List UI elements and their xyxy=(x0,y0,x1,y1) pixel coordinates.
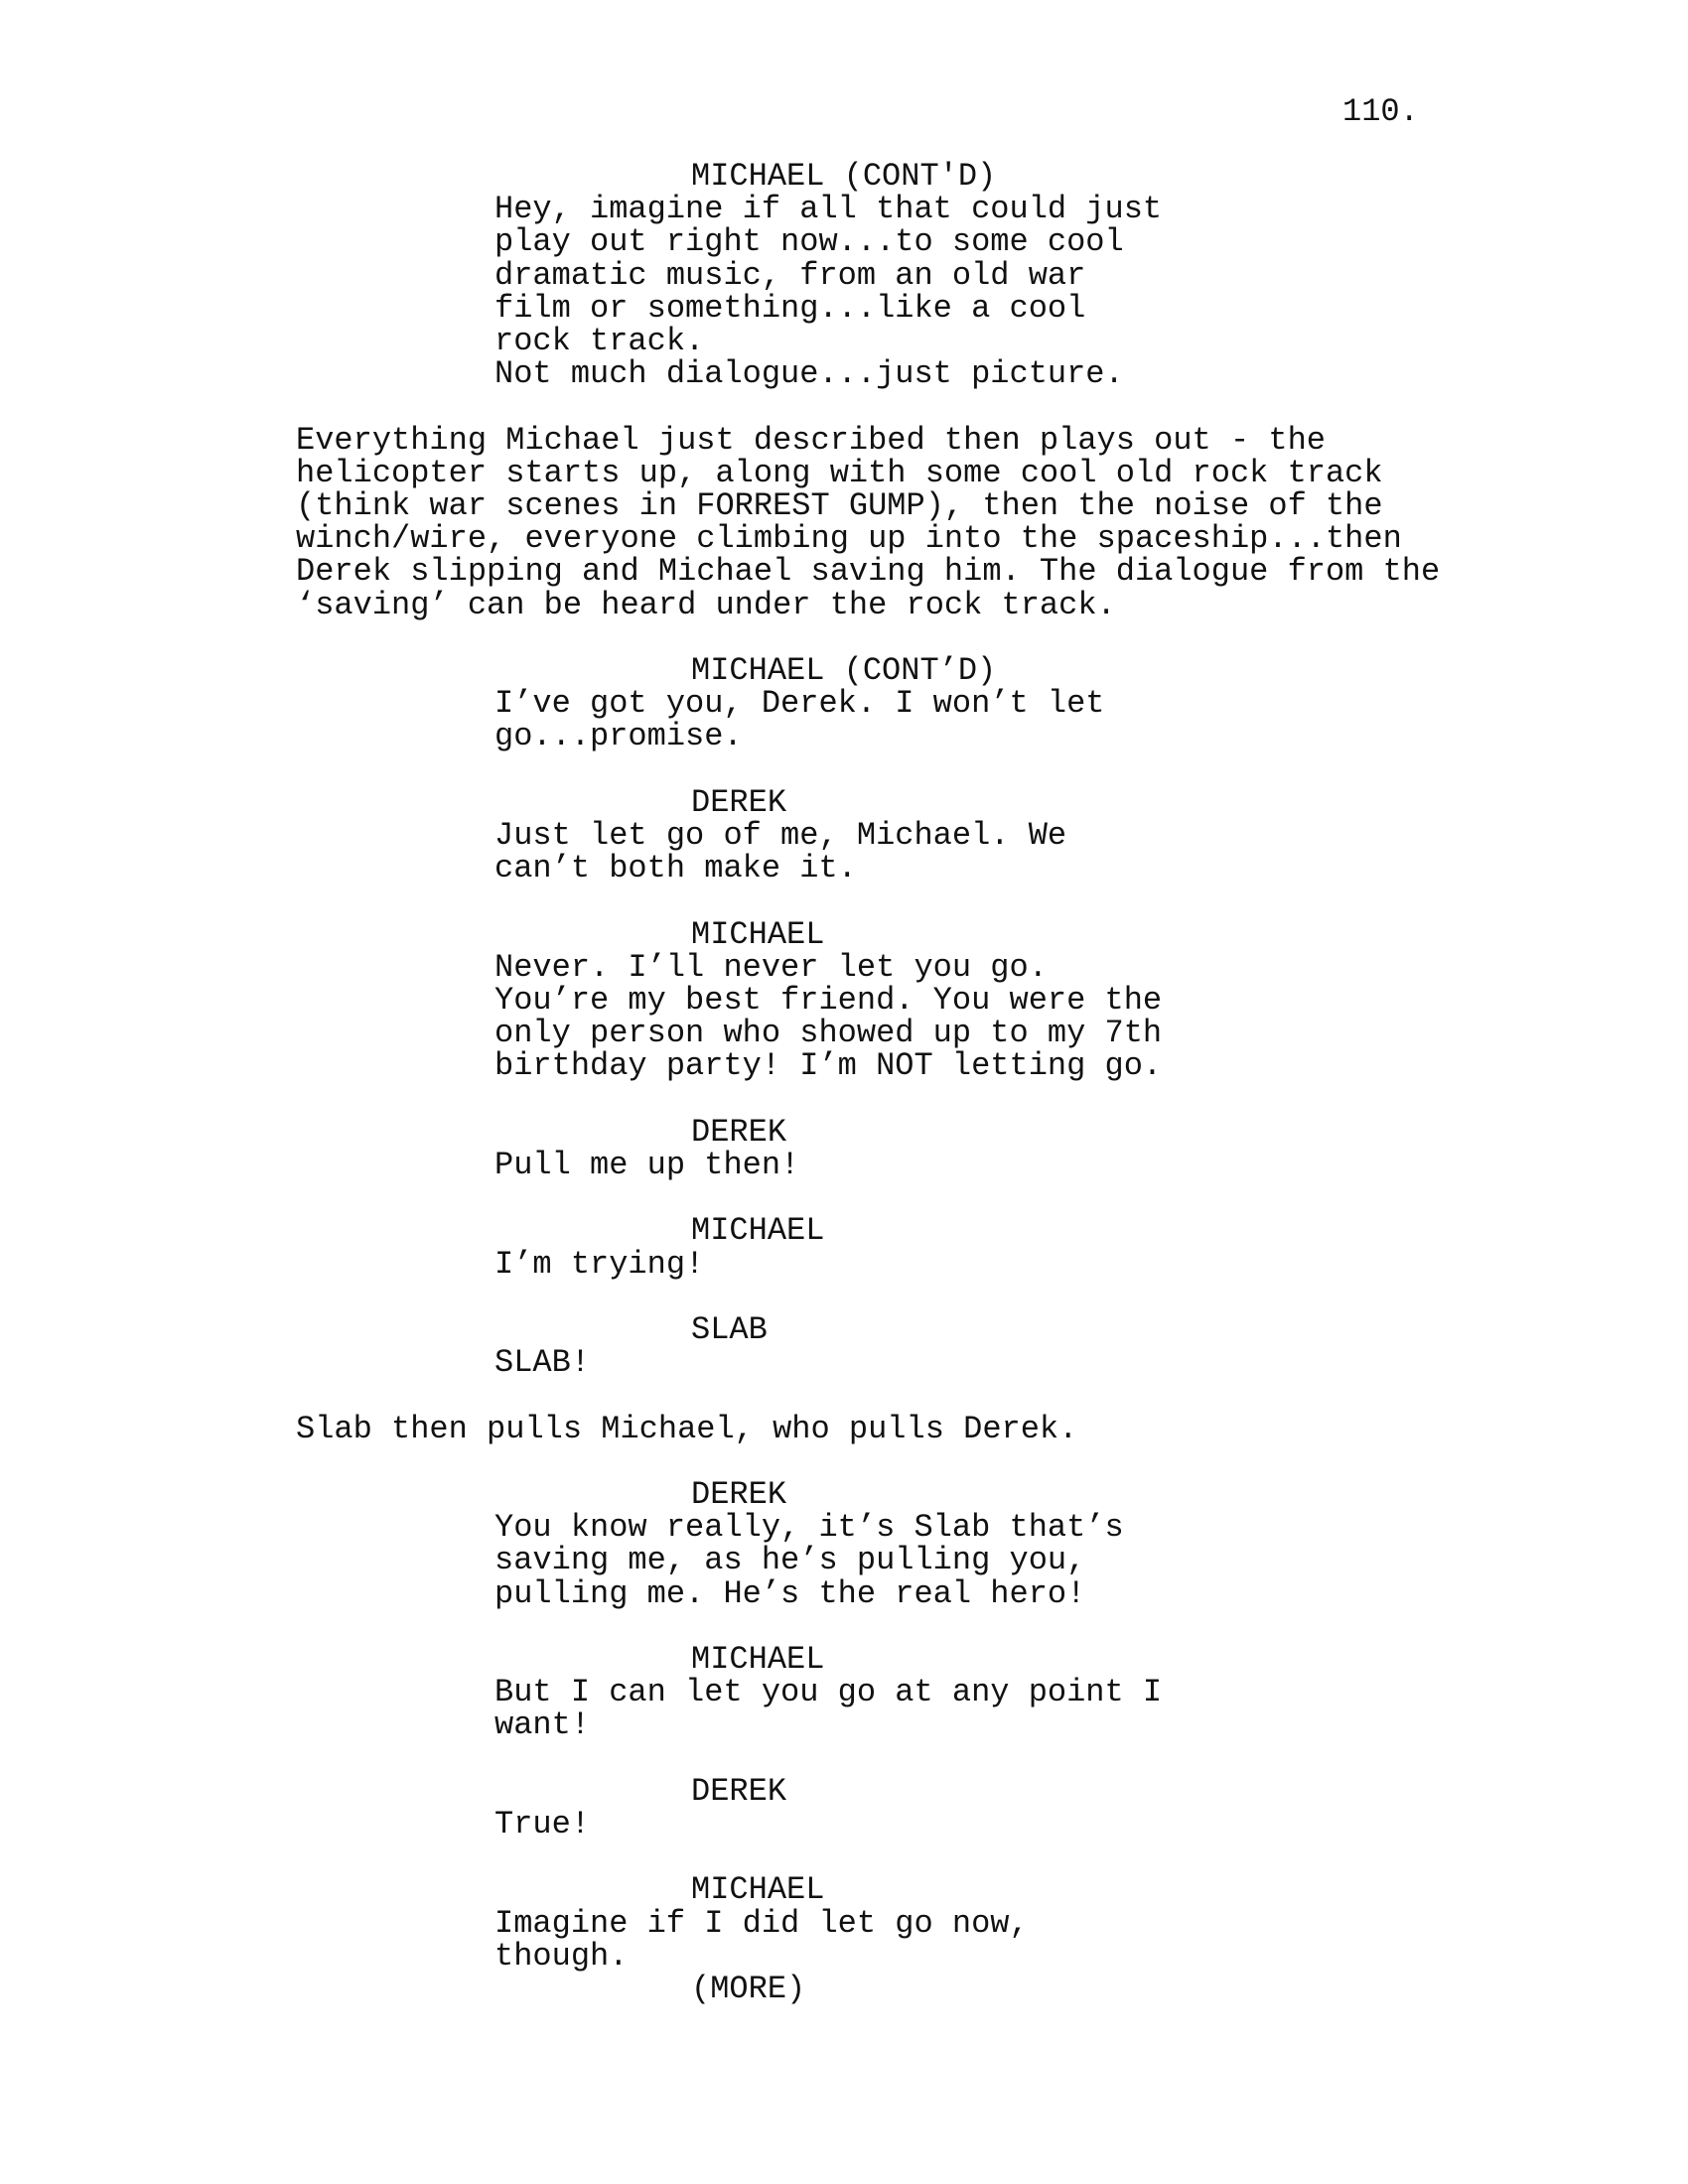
action-text: Slab then pulls Michael, who pulls Derek. xyxy=(296,1410,1078,1447)
block-gap xyxy=(296,621,1587,654)
screenplay-body xyxy=(296,160,1587,2005)
dialogue-text: You know really, it’s Slab that’s saving me, as he’s pulling you, pulling me. He’s the real hero! xyxy=(494,1509,1124,1612)
character-cue: MICHAEL xyxy=(691,1212,825,1250)
block-gap xyxy=(296,885,1587,917)
page-number: 110. xyxy=(1342,93,1419,130)
block-gap xyxy=(296,1083,1587,1116)
block-gap xyxy=(296,753,1587,786)
character-cue: MICHAEL xyxy=(691,915,825,953)
block-gap xyxy=(296,1445,1587,1478)
dialogue-text: Never. I’ll never let you go. You’re my best friend. You were the only person who showed up to my 7th birthday party! I’m NOT letting go. xyxy=(494,948,1163,1085)
block-gap xyxy=(296,1281,1587,1313)
dialogue-text: Pull me up then! xyxy=(494,1147,800,1184)
character-cue: SLAB xyxy=(691,1311,768,1348)
dialogue-text: Just let go of me, Michael. We can’t both make it. xyxy=(494,817,1067,887)
dialogue-text: Hey, imagine if all that could just play out right now...to some cool dramatic music, from an old war film or something...like a cool rock track. Not much dialogue...just picture. xyxy=(494,191,1163,393)
character-cue: MICHAEL xyxy=(691,1871,825,1909)
dialogue-text: True! xyxy=(494,1805,591,1843)
dialogue-text: SLAB! xyxy=(494,1344,591,1382)
character-cue: MICHAEL xyxy=(691,1640,825,1678)
character-cue: DEREK xyxy=(691,783,787,821)
character-cue: DEREK xyxy=(691,1113,787,1151)
block-gap xyxy=(296,1610,1587,1643)
dialogue-text: I’m trying! xyxy=(494,1245,705,1283)
more-marker: (MORE) xyxy=(691,1970,806,2007)
dialogue-text: But I can let you go at any point I want! xyxy=(494,1674,1163,1744)
block-gap xyxy=(296,1841,1587,1873)
action-text: Everything Michael just described then plays out - the helicopter starts up, along with some cool old rock track (think war scenes in FORREST GUMP), then the noise of the winch/wire, everyone climbing up into the spaceship...then Derek slipping and Michael saving him. The dialogue from the ‘saving’ can be heard under the rock track. xyxy=(296,421,1441,623)
character-cue: MICHAEL (CONT’D) xyxy=(691,652,997,690)
block-gap xyxy=(296,390,1587,423)
block-gap xyxy=(296,1379,1587,1412)
character-cue: DEREK xyxy=(691,1772,787,1810)
dialogue-text: I’ve got you, Derek. I won’t let go...promise. xyxy=(494,685,1105,755)
block-gap xyxy=(296,1742,1587,1775)
character-cue: MICHAEL (CONT'D) xyxy=(691,158,997,195)
block-gap xyxy=(296,1181,1587,1214)
dialogue-text: Imagine if I did let go now, though. xyxy=(494,1904,1029,1975)
character-cue: DEREK xyxy=(691,1475,787,1513)
